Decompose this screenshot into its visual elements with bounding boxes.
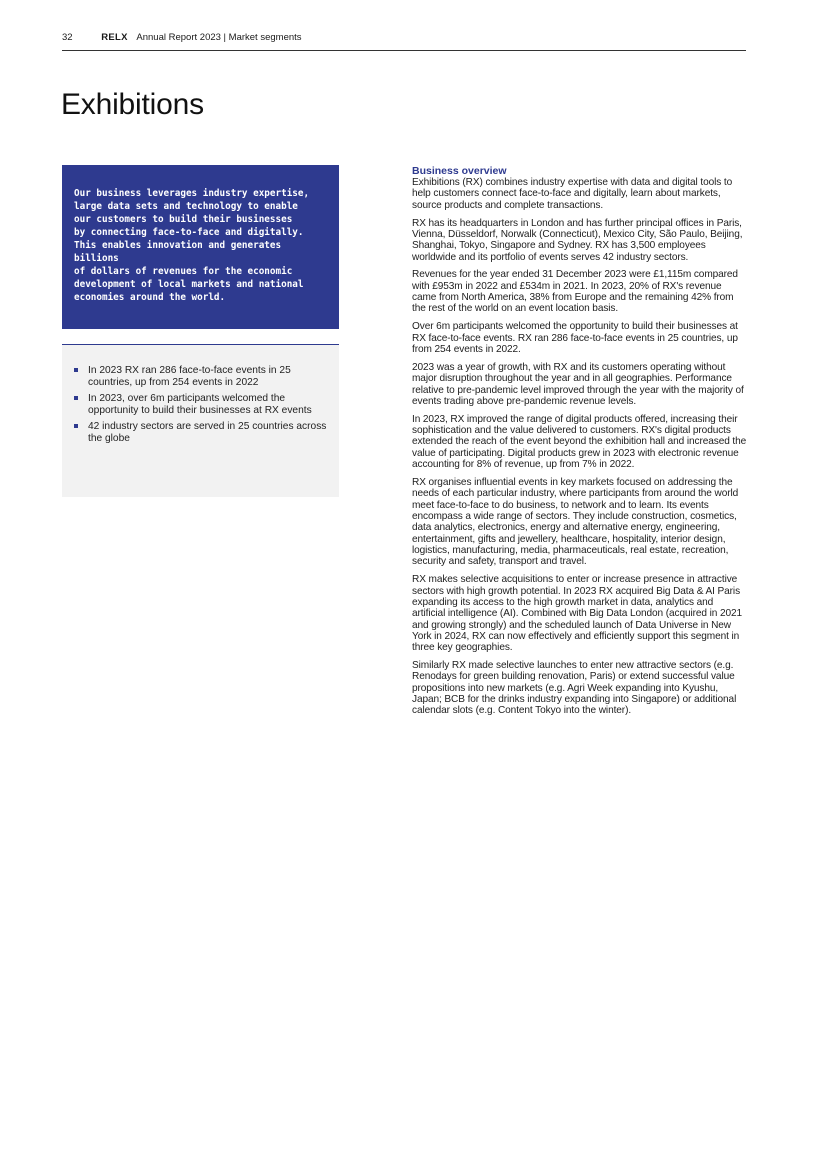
highlight-item bbox=[74, 365, 327, 389]
bullet-square-icon bbox=[74, 424, 78, 428]
page-title: Exhibitions bbox=[61, 88, 204, 121]
body-paragraph: 2023 was a year of growth, with RX and its customers operating without major disruption throughout the year and in all geographies. Performance relative to pre-pandemic level improved through the year with the majority of events trading above pre-pandemic revenue levels. bbox=[412, 361, 744, 407]
body-paragraph: RX organises influential events in key markets focused on addressing the needs of each particular industry, where participants from around the world meet face-to-face to do business, to network and to learn. Its events encompass a wide range of sectors. They include construction, cosmetics, data analytics, electronics, energy and alternative energy, engineering, entertainment, gifts and jewellery, healthcare, hospitality, interior design, logistics, manufacturing, media, pharmaceuticals, real estate, recreation, security and safety, transport and travel. bbox=[412, 476, 739, 568]
callout-line: development of local markets and national bbox=[74, 279, 304, 290]
bullet-square-icon bbox=[74, 368, 78, 372]
body-paragraph: Similarly RX made selective launches to enter new attractive sectors (e.g. Renodays for green building renovation, Paris) or extend successful value propositions into new markets (e.g. Agri Week expanding into Kyushu, Japan; BCB for the drinks industry expanding into Singapore) or additional calendar slots (e.g. Content Tokyo into the winter). bbox=[412, 660, 737, 717]
highlights-list bbox=[74, 365, 327, 445]
callout-line: economies around the world. bbox=[74, 292, 226, 303]
body-paragraph: In 2023, RX improved the range of digital products offered, increasing their sophistication and the value delivered to customers. RX's digital products extended the reach of the event beyond the exhibition hall and increased the value of participating. Digital products grew in 2023 with electronic revenue accounting for 8% of revenue, up from 7% in 2022. bbox=[412, 413, 747, 471]
page-header bbox=[62, 32, 746, 51]
body-paragraph: Revenues for the year ended 31 December 2023 were £1,115m compared with £953m in 2022 and £534m in 2021. In 2023, 20% of RX's revenue came from North America, 38% from Europe and the remaining 42% from the rest of the world on an event location basis. bbox=[412, 269, 738, 315]
callout-line: large data sets and technology to enable bbox=[74, 201, 298, 212]
brand-name: RELX bbox=[101, 32, 128, 43]
highlight-item bbox=[74, 421, 327, 445]
callout-line: our customers to build their businesses bbox=[74, 214, 293, 225]
highlight-text: 42 industry sectors are served in 25 countries across the globe bbox=[88, 421, 327, 444]
report-title: Annual Report 2023 | Market segments bbox=[136, 32, 302, 43]
body-paragraph: RX makes selective acquisitions to enter or increase presence in attractive sectors with high growth potential. In 2023 RX acquired Big Data & AI Paris expanding its access to the high growth market in data, analytics and artificial intelligence (AI). Combined with Big Data London (acquired in 2021 and growing strongly) and the scheduled launch of Data Universe in New York in 2024, RX can now effectively and efficiently support this segment in three key geographies. bbox=[412, 574, 743, 654]
callout-line: by connecting face-to-face and digitally. bbox=[74, 227, 304, 238]
section-heading: Business overview bbox=[412, 165, 507, 177]
callout-line: Our business leverages industry expertise, bbox=[74, 188, 310, 199]
highlight-item bbox=[74, 393, 327, 417]
bullet-square-icon bbox=[74, 396, 78, 400]
body-paragraph: Exhibitions (RX) combines industry expertise with data and digital tools to help customers connect face-to-face and digitally, learn about markets, source products and complete transactions. bbox=[412, 177, 733, 211]
page-number: 32 bbox=[62, 32, 73, 43]
highlight-text: In 2023, over 6m participants welcomed the opportunity to build their businesses at RX events bbox=[88, 393, 312, 416]
body-paragraph: RX has its headquarters in London and has further principal offices in Paris, Vienna, Düsseldorf, Norwalk (Connecticut), Mexico City, São Paulo, Beijing, Shanghai, Tokyo, Singapore and Sydney. RX has 3,500 employees worldwide and its portfolio of events serves 42 industry sectors. bbox=[412, 217, 743, 263]
body-paragraph: Over 6m participants welcomed the opportunity to build their businesses at RX face-to-face events. RX ran 286 face-to-face events in 25 countries, up from 254 events in 2022. bbox=[412, 321, 738, 355]
callout-line: This enables innovation and generates billions bbox=[74, 240, 282, 264]
intro-callout bbox=[62, 165, 339, 329]
callout-line: of dollars of revenues for the economic bbox=[74, 266, 293, 277]
highlight-text: In 2023 RX ran 286 face-to-face events in 25 countries, up from 254 events in 2022 bbox=[88, 365, 291, 388]
highlights-box bbox=[62, 344, 339, 497]
business-overview-section bbox=[412, 165, 748, 723]
